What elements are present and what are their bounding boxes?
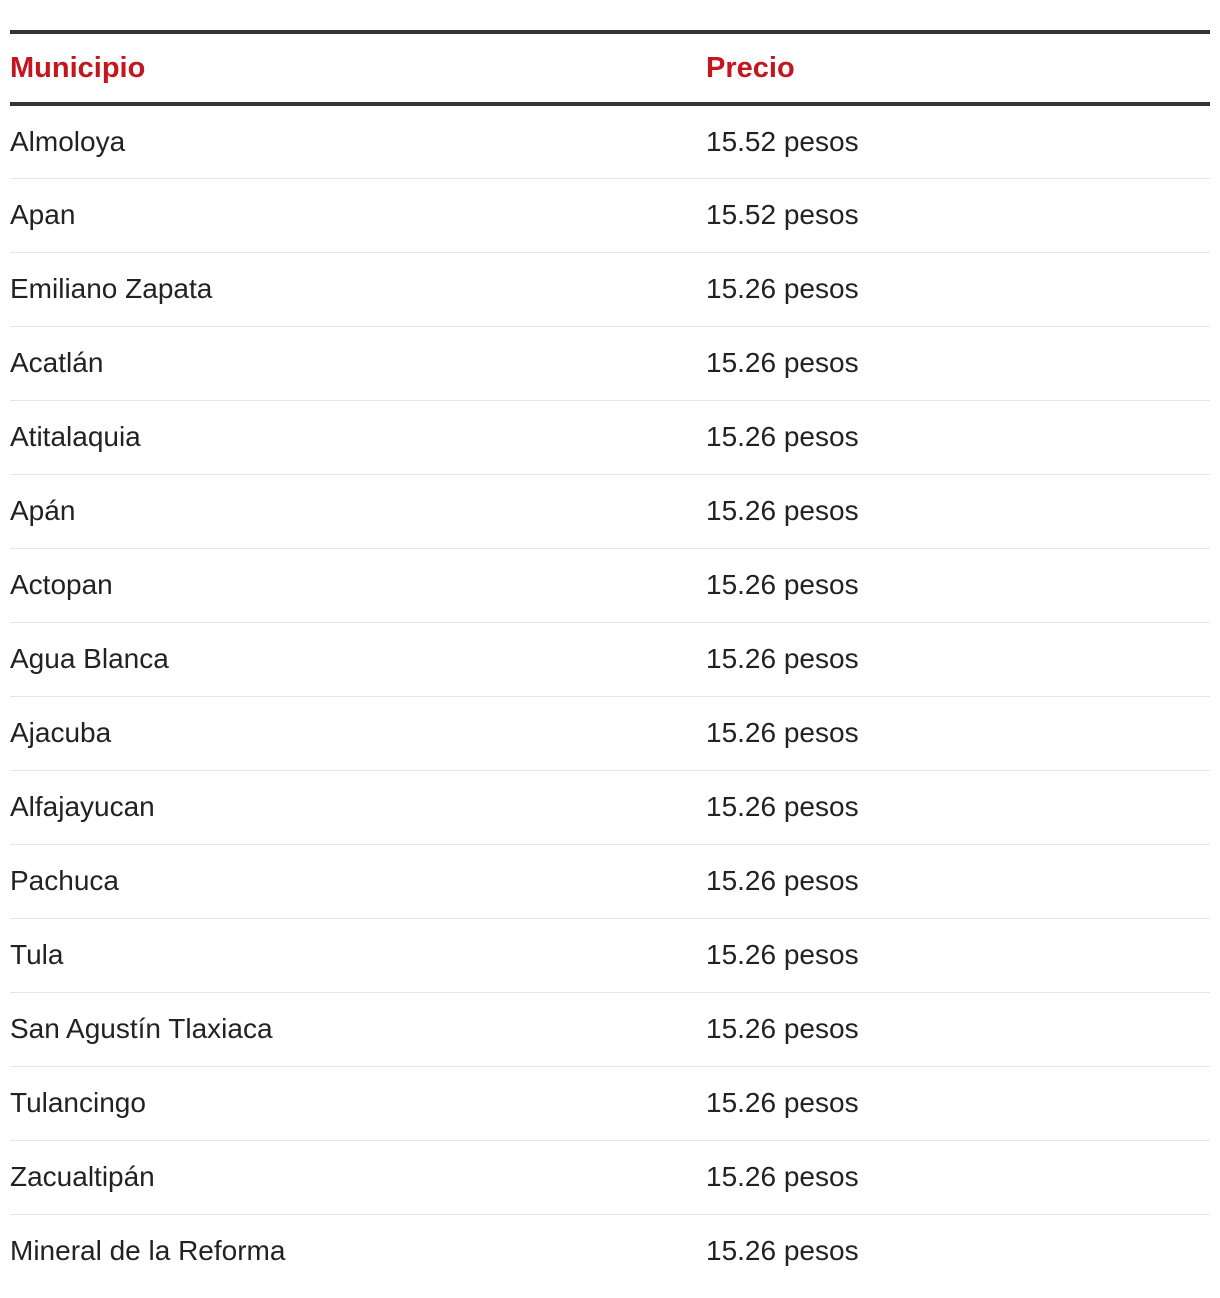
table-row (10, 474, 1210, 548)
cell-precio: 15.26 pesos (706, 1235, 859, 1267)
cell-precio: 15.26 pesos (706, 717, 859, 748)
price-table (10, 30, 1210, 1288)
table-row (10, 1214, 1210, 1288)
table-header-row (10, 32, 1210, 104)
cell-municipio: Ajacuba (10, 717, 112, 748)
table-row (10, 992, 1210, 1066)
cell-municipio: Zacualtipán (10, 1161, 155, 1192)
table-row (10, 104, 1210, 178)
cell-municipio: Agua Blanca (10, 643, 169, 674)
cell-precio: 15.26 pesos (706, 865, 859, 896)
cell-precio: 15.52 pesos (706, 125, 859, 157)
table-row (10, 252, 1210, 326)
cell-municipio: Emiliano Zapata (10, 273, 213, 304)
cell-municipio: Alfajayucan (10, 791, 155, 822)
cell-municipio: Acatlán (10, 347, 104, 378)
cell-precio: 15.52 pesos (706, 199, 859, 230)
cell-precio: 15.26 pesos (706, 495, 859, 526)
cell-precio: 15.26 pesos (706, 421, 859, 452)
table-row (10, 548, 1210, 622)
cell-municipio: Almoloya (10, 125, 126, 157)
table-row (10, 1066, 1210, 1140)
table-row (10, 326, 1210, 400)
cell-municipio: Apán (10, 495, 76, 526)
table-row (10, 400, 1210, 474)
table-row (10, 1140, 1210, 1214)
cell-precio: 15.26 pesos (706, 939, 859, 970)
table-row (10, 918, 1210, 992)
cell-precio: 15.26 pesos (706, 347, 859, 378)
table-row (10, 844, 1210, 918)
cell-precio: 15.26 pesos (706, 273, 859, 304)
table-row (10, 696, 1210, 770)
cell-municipio: Tula (10, 939, 64, 970)
cell-precio: 15.26 pesos (706, 1161, 859, 1192)
table-header (10, 32, 1210, 104)
table-body (10, 104, 1210, 1288)
cell-precio: 15.26 pesos (706, 1013, 859, 1044)
table-row (10, 178, 1210, 252)
cell-municipio: Actopan (10, 569, 113, 600)
cell-precio: 15.26 pesos (706, 1087, 859, 1118)
cell-municipio: Atitalaquia (10, 421, 141, 452)
cell-municipio: San Agustín Tlaxiaca (10, 1013, 273, 1044)
price-table-container (10, 30, 1210, 1288)
cell-municipio: Apan (10, 199, 76, 230)
cell-municipio: Tulancingo (10, 1087, 146, 1118)
cell-municipio: Mineral de la Reforma (10, 1235, 286, 1267)
table-row (10, 622, 1210, 696)
cell-precio: 15.26 pesos (706, 569, 859, 600)
cell-municipio: Pachuca (10, 865, 119, 896)
column-header-municipio: Municipio (10, 51, 146, 84)
column-header-precio: Precio (706, 51, 795, 84)
table-row (10, 770, 1210, 844)
cell-precio: 15.26 pesos (706, 791, 859, 822)
cell-precio: 15.26 pesos (706, 643, 859, 674)
